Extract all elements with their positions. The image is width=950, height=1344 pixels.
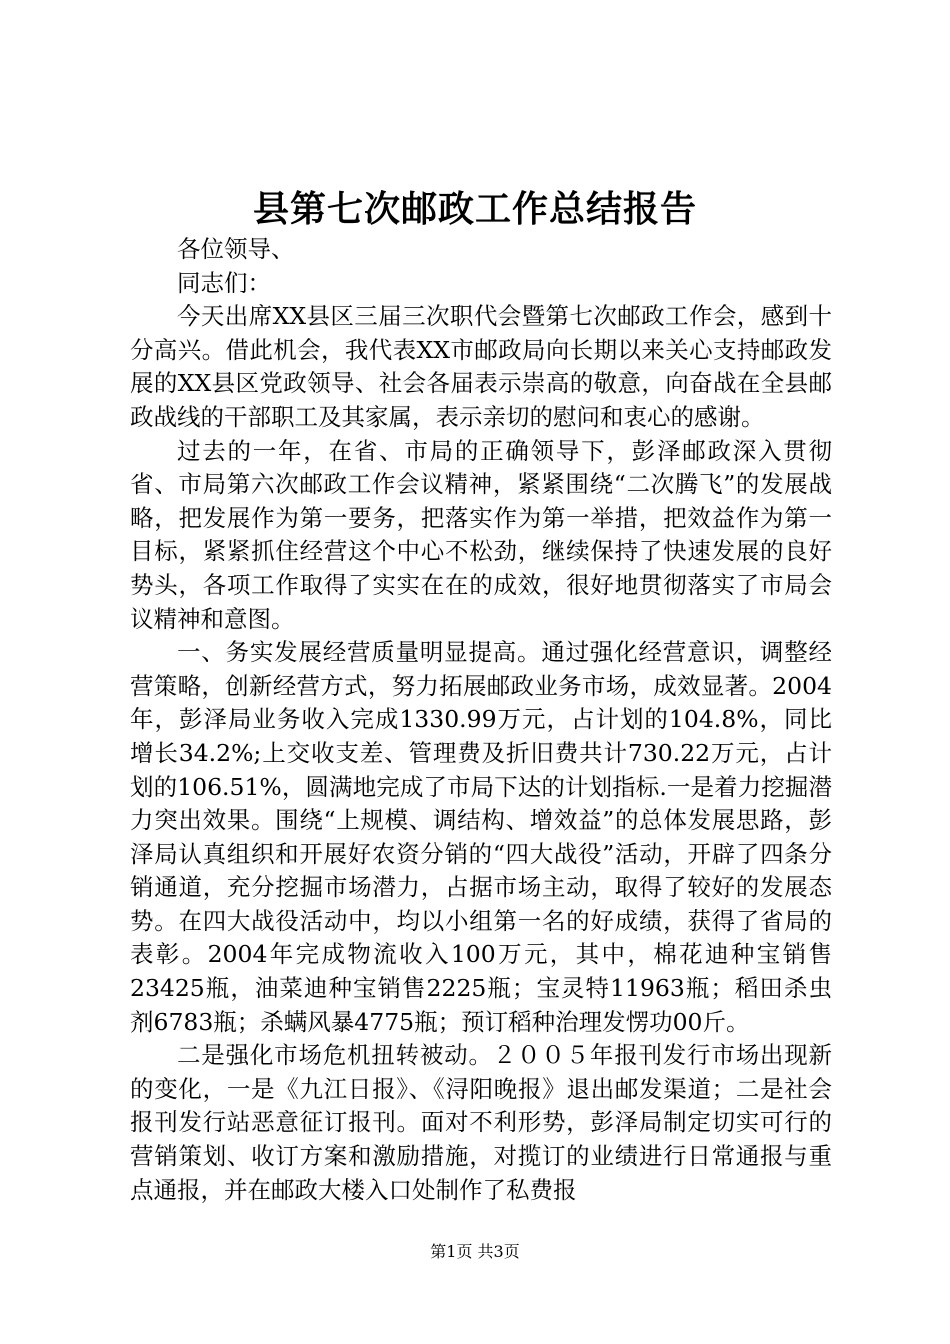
page-footer: 第1页 共3页 xyxy=(430,1242,520,1261)
salutation-comrades: 同志们： xyxy=(177,268,271,297)
paragraph-section-one: 一、务实发展经营质量明显提高。通过强化经营意识，调整经营策略，创新经营方式，努力拓展邮政业务市场，成效显著。2004年，彭泽局业务收入完成1330.99万元，占计划的104.8%，同比增长34.2%;上交收支差、管理费及折旧费共计730.22万元，占计划的106.51%，圆满地完成了市局下达的计划指标.一是着力挖掘潜力突出效果。围绕“上规模、调结构、增效益”的总体发展思路，彭泽局认真组织和开展好农资分销的“四大战役”活动，开辟了四条分销通道，充分挖掘市场潜力，占据市场主动，取得了较好的发展态势。在四大战役活动中，均以小组第一名的好成绩，获得了省局的表彰。2004年完成物流收入100万元，其中，棉花迪种宝销售23425瓶，油菜迪种宝销售2225瓶；宝灵特11963瓶；稻田杀虫剂6783瓶；杀螨风暴4775瓶；预订稻种治理发愣功00斤。 xyxy=(130,638,832,1036)
document-title: 县第七次邮政工作总结报告 xyxy=(252,188,697,230)
document-body xyxy=(130,233,832,1207)
paragraph-section-two: 二是强化市场危机扭转被动。２００５年报刊发行市场出现新的变化，一是《九江日报》、《浔阳晚报》退出邮发渠道；二是社会报刊发行站恶意征订报刊。面对不利形势，彭泽局制定切实可行的营销策划、收订方案和激励措施，对揽订的业绩进行日常通报与重点通报，并在邮政大楼入口处制作了私费报 xyxy=(130,1041,832,1204)
salutation-leaders: 各位领导、 xyxy=(177,235,295,263)
paragraph-past-year: 过去的一年，在省、市局的正确领导下，彭泽邮政深入贯彻省、市局第六次邮政工作会议精神，紧紧围绕“二次腾飞”的发展战略，把发展作为第一要务，把落实作为第一举措，把效益作为第一目标，紧紧抓住经营这个中心不松劲，继续保持了快速发展的良好势头，各项工作取得了实实在在的成效，很好地贯彻落实了市局会议精神和意图。 xyxy=(130,436,832,633)
paragraph-opening: 今天出席XX县区三届三次职代会暨第七次邮政工作会，感到十分高兴。借此机会，我代表XX市邮政局向长期以来关心支持邮政发展的XX县区党政领导、社会各届表示崇高的敬意，向奋战在全县邮政战线的干部职工及其家属，表示亲切的慰问和衷心的感谢。 xyxy=(130,302,832,431)
